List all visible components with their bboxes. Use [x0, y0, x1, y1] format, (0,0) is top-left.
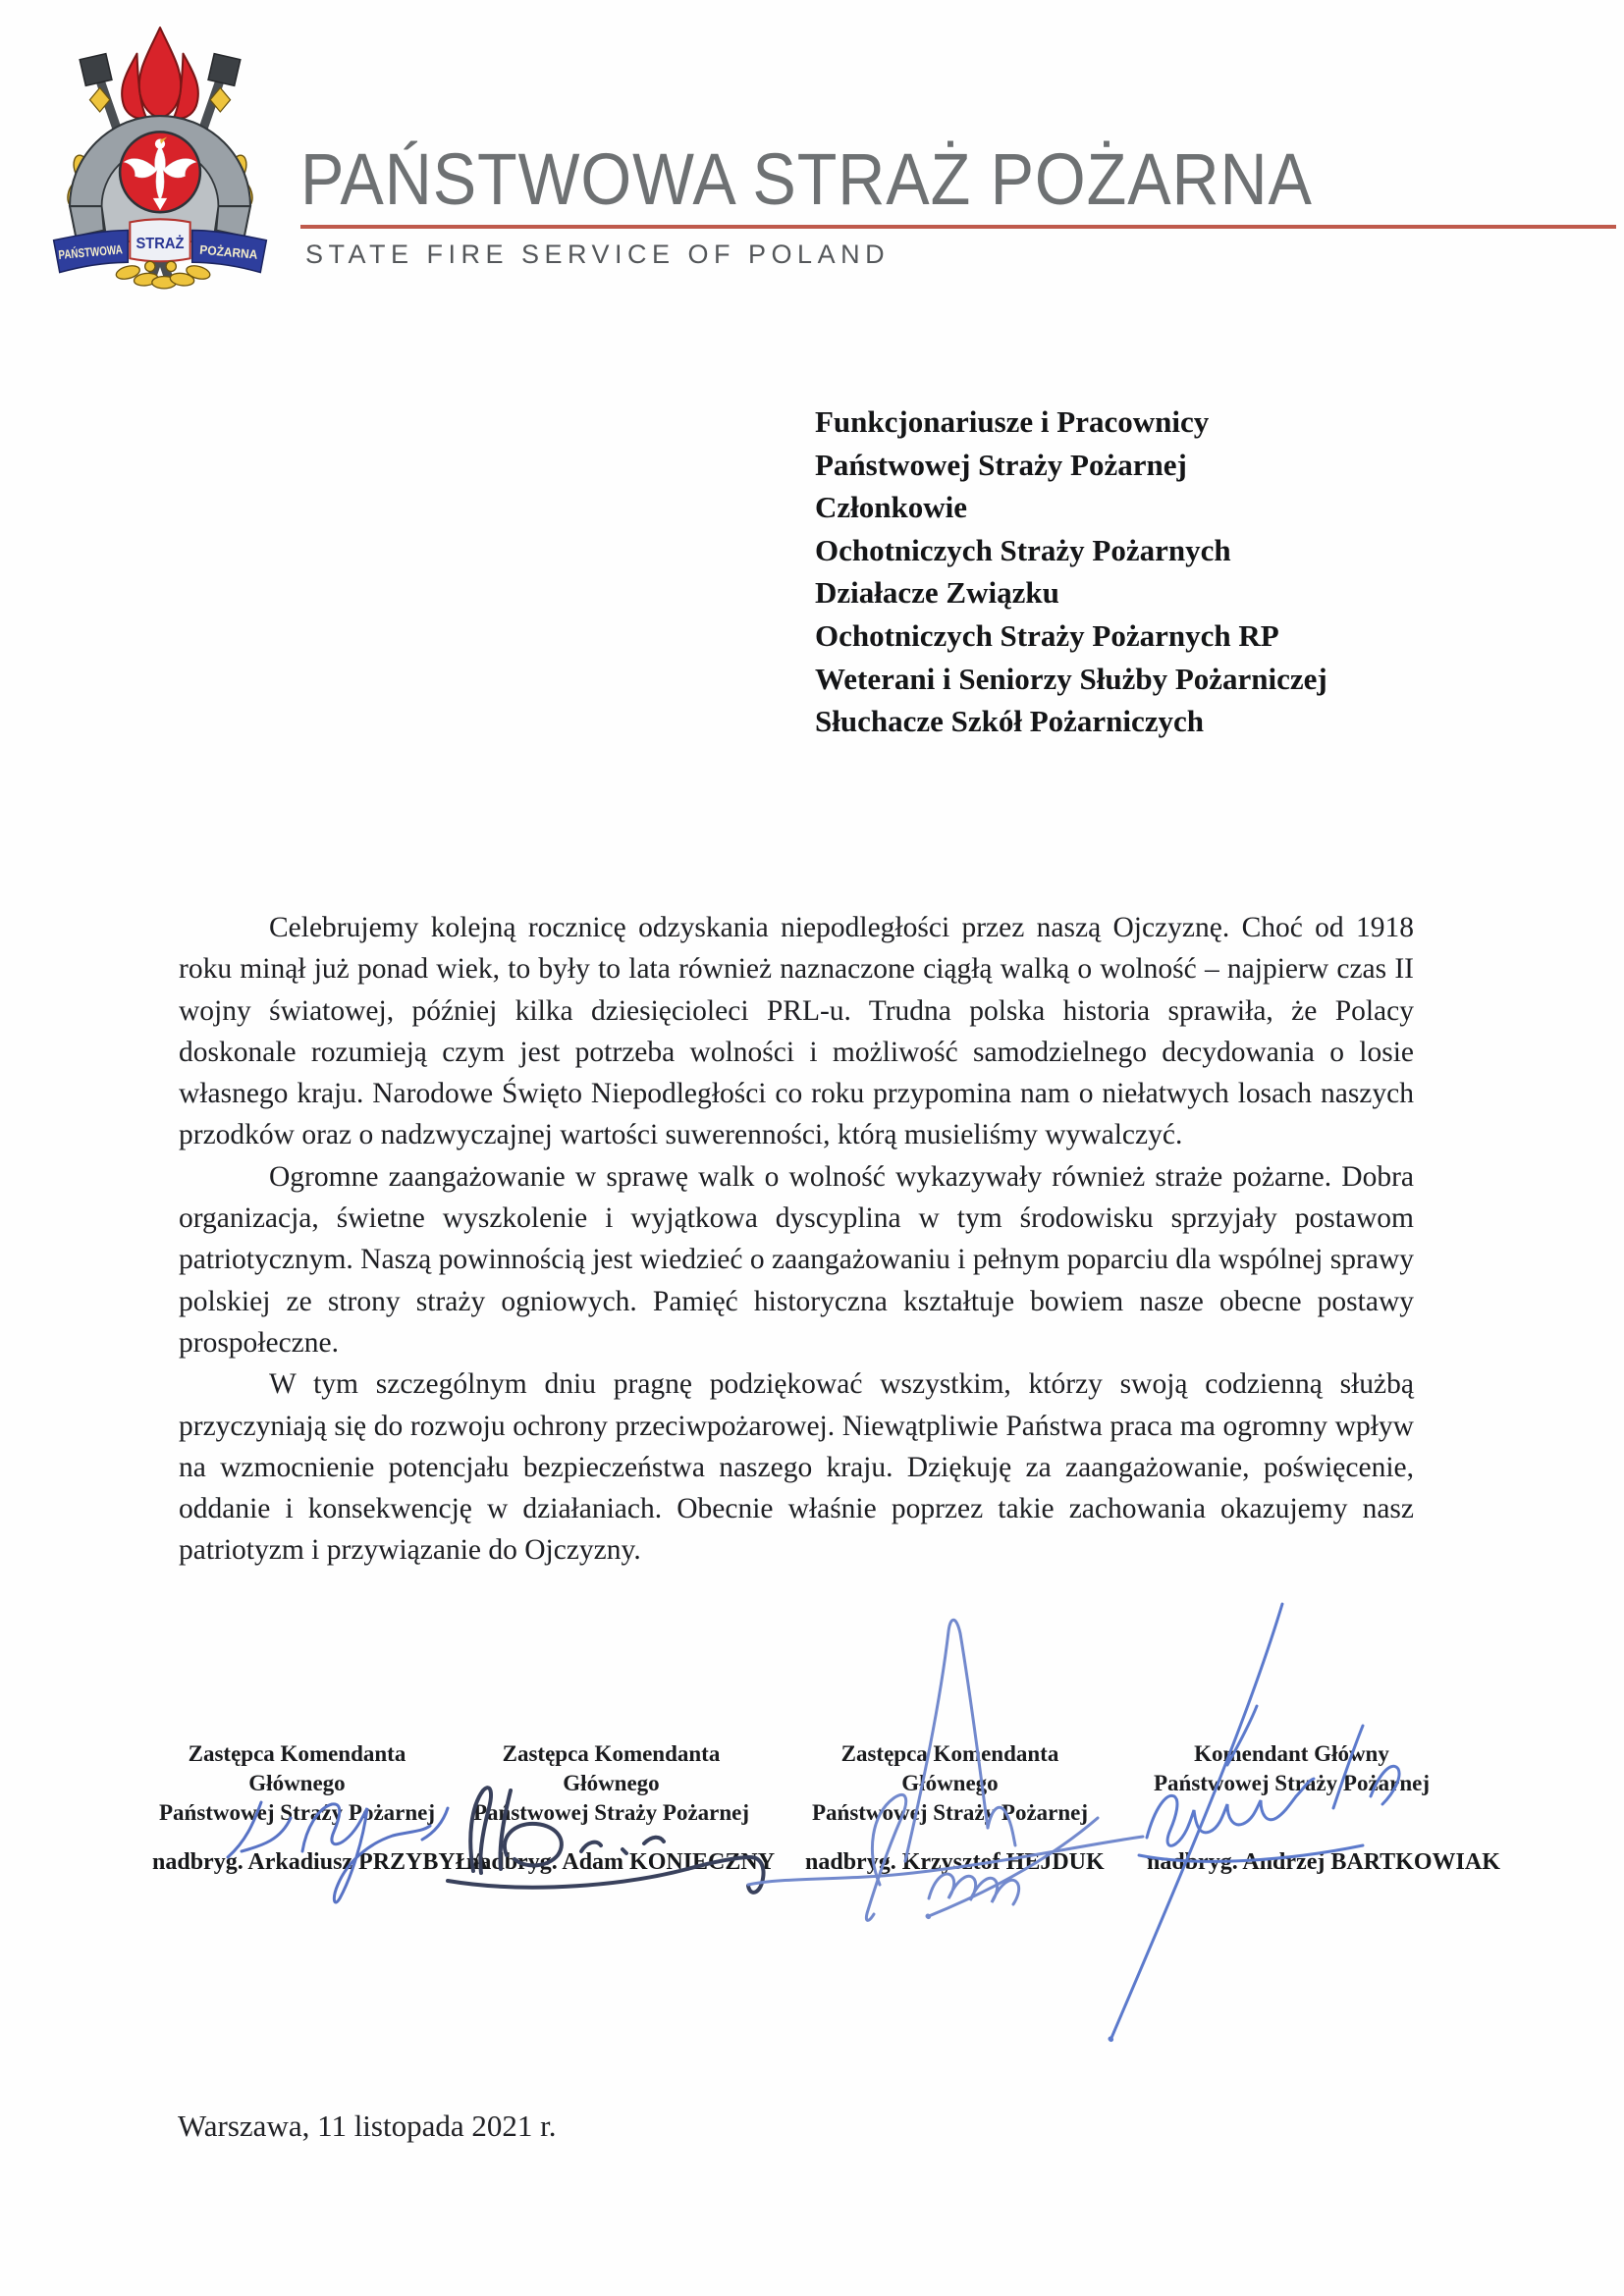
body-paragraph-3: W tym szczególnym dniu pragnę podziękować wszystkim, którzy swoją codzienną służbą przyczyniają się do rozwoju ochrony przeciwpożarowej. Niewątpliwie Państwa praca ma ogromny wpływ na wzmocnienie potencjału bezpieczeństwa naszego kraju. Dziękuję za zaangażowanie, poświęcenie, oddanie i konsekwencję w działaniach. Obecnie właśnie poprzez takie zachowania okazujemy nasz patriotyzm i przywiązanie do Ojczyzny.	[179, 1368, 1414, 1567]
body-paragraph-2: Ogromne zaangażowanie w sprawę walk o wolność wykazywały również straże pożarne. Dobra organizacja, świetne wyszkolenie i wyjątkowa dyscyplina w tym środowisku sprzyjały postawom patriotycznym. Naszą powinnością jest wiedzieć o zaangażowaniu i pełnym poparciu dla wspólnej sprawy polskiej ze strony straży ogniowych. Pamięć historyczna kształtuje bowiem nasze obecne postawy prospołeczne.	[179, 1160, 1414, 1359]
signature-title-konieczny: Zastępca Komendanta Głównego Państwowej Straży Pożarnej	[472, 1741, 750, 1825]
addressee-line: Państwowej Straży Pożarnej	[815, 447, 1187, 482]
ribbon-text-right: POŻARNA	[198, 241, 262, 263]
ribbon-text-center: STRAŻ	[135, 235, 185, 252]
addressee-line: Weterani i Seniorzy Służby Pożarniczej	[815, 661, 1327, 696]
addressee-block	[815, 400, 1327, 743]
handwritten-signatures	[98, 1561, 1532, 2110]
signature-name-hejduk: nadbryg. Krzysztof HEJDUK	[805, 1849, 1105, 1875]
signature-name-konieczny: nadbryg. Adam KONIECZNY	[466, 1849, 776, 1875]
letter-body	[179, 907, 1414, 1572]
signature-name-przybyla: nadbryg. Arkadiusz PRZYBYŁA	[152, 1849, 489, 1875]
addressee-line: Członkowie	[815, 490, 967, 525]
signature-title-hejduk: Zastępca Komendanta Głównego Państwowej Straży Pożarnej	[811, 1741, 1089, 1825]
eagle-emblem	[120, 132, 200, 212]
addressee-line: Działacze Związku	[815, 575, 1059, 611]
org-title: PAŃSTWOWA STRAŻ POŻARNA	[300, 138, 1313, 220]
addressee-line: Ochotniczych Straży Pożarnych	[815, 532, 1231, 567]
dateline: Warszawa, 11 listopada 2021 r.	[178, 2109, 557, 2143]
addressee-line: Ochotniczych Straży Pożarnych RP	[815, 617, 1279, 653]
ribbon-text-left: PAŃSTWOWA	[57, 240, 142, 262]
signature-ink-bartkowiak	[1110, 1604, 1399, 2040]
org-subtitle: STATE FIRE SERVICE OF POLAND	[305, 240, 891, 269]
addressee-line: Funkcjonariusze i Pracownicy	[815, 404, 1210, 439]
body-paragraph-1: Celebrujemy kolejną rocznicę odzyskania niepodległości przez naszą Ojczyznę. Choć od 1918 roku minął już ponad wiek, to były to lata również naznaczone ciągłą walką o wolność – najpierw czas II wojny światowej, później kilka dziesięcioleci PRL-u. Trudna polska historia sprawiła, że Polacy doskonale rozumieją czym jest potrzeba wolności i możliwość samodzielnego decydowania o losie własnego kraju. Narodowe Święto Niepodległości co roku przypomina nam o niełatwych losach naszych przodków oraz o nadzwyczajnej wartości suwerenności, którą musieliśmy wywalczyć.	[179, 912, 1414, 1151]
flames-icon	[122, 27, 198, 118]
signature-name-bartkowiak: nadbryg. Andrzej BARTKOWIAK	[1147, 1849, 1500, 1875]
addressee-line: Słuchacze Szkół Pożarniczych	[815, 704, 1205, 739]
signature-title-przybyla: Zastępca Komendanta Głównego Państwowej Straży Pożarnej	[158, 1741, 436, 1825]
psp-logo-emblem	[39, 24, 281, 294]
header-accent-rule	[300, 225, 1616, 229]
signature-title-bartkowiak: Komendant Główny Państwowej Straży Pożarnej	[1153, 1741, 1431, 1795]
